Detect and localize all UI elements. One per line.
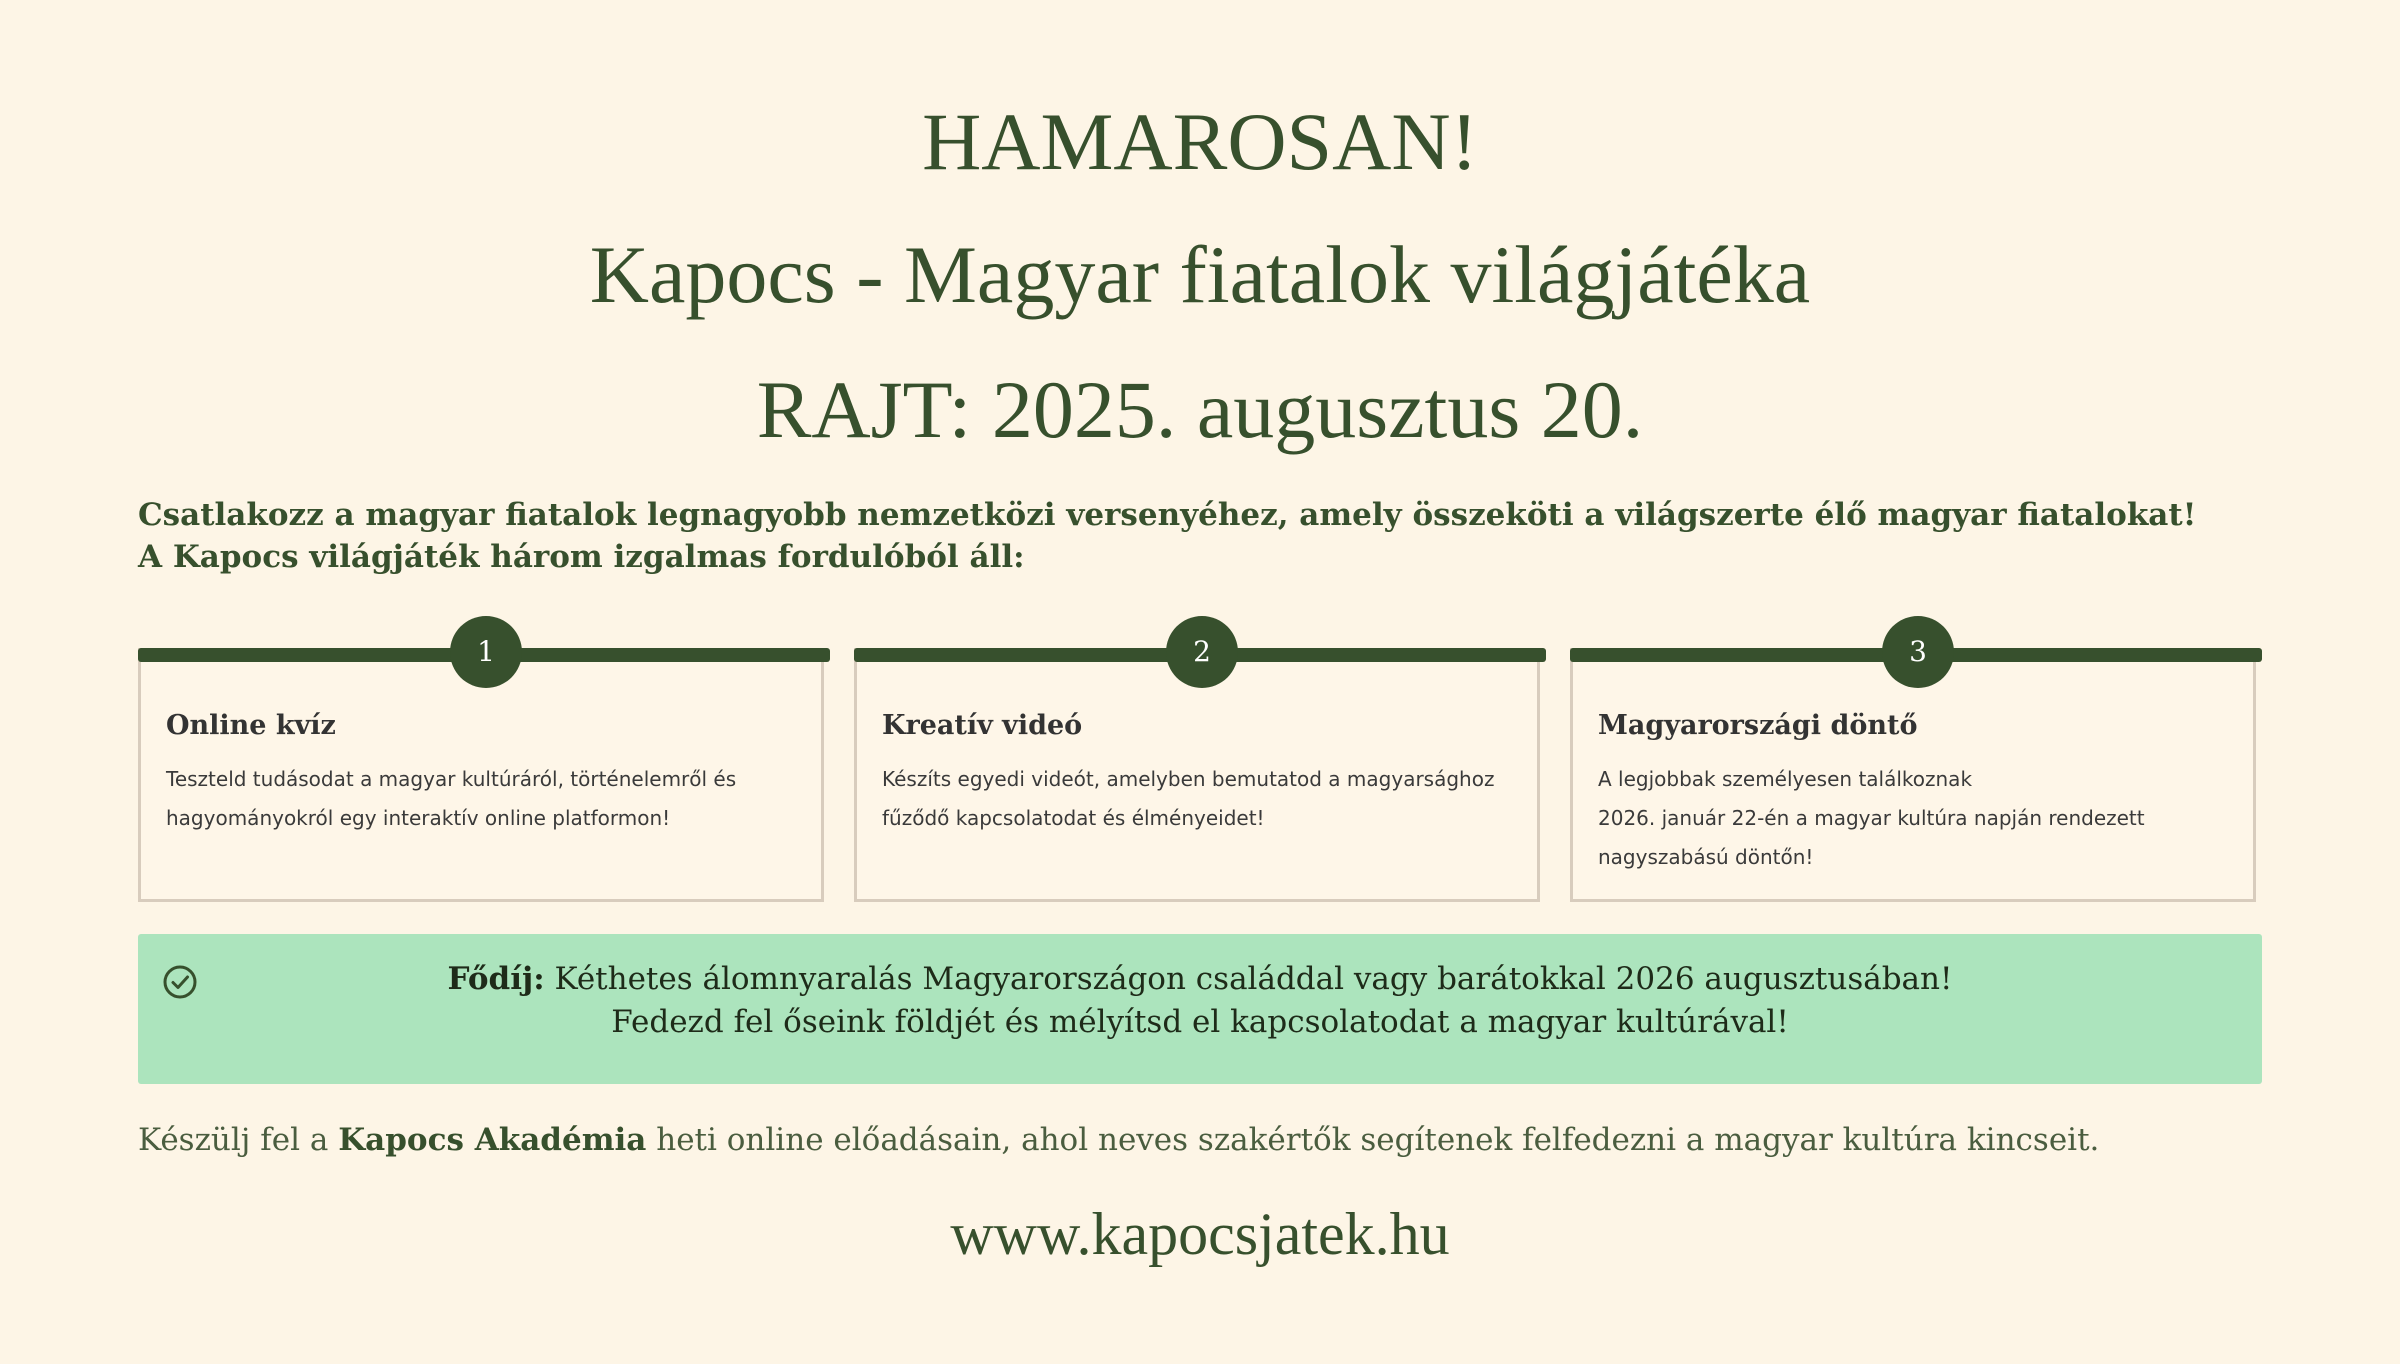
prize-text [218, 958, 2182, 1044]
round-number-badge: 3 [1882, 616, 1954, 688]
academy-text-after: heti online előadásain, ahol neves szakértők segítenek felfedezni a magyar kultúra kincseit. [646, 1122, 2100, 1158]
round-number-badge: 2 [1166, 616, 1238, 688]
intro-line-1: Csatlakozz a magyar fiatalok legnagyobb nemzetközi versenyéhez, amely összeköti a világszerte élő magyar fiatalokat! [138, 497, 2197, 533]
announcement-page [138, 0, 2262, 1364]
round-card-1 [138, 635, 824, 902]
intro-text [138, 494, 2262, 578]
round-description-line: 2026. január 22-én a magyar kultúra napján rendezett [1598, 806, 2145, 830]
round-description [1598, 760, 2238, 877]
round-card-3 [1570, 635, 2256, 902]
round-description-line: Teszteld tudásodat a magyar kultúráról, történelemről és [166, 767, 737, 791]
prize-line-2: Fedezd fel őseink földjét és mélyítsd el kapcsolatodat a magyar kultúrával! [611, 1004, 1789, 1040]
round-description-line: nagyszabású döntőn! [1598, 845, 1814, 869]
round-card-2 [854, 635, 1540, 902]
rounds-cards [138, 616, 2262, 906]
academy-text [138, 1118, 2262, 1162]
round-description [166, 760, 806, 838]
round-title: Online kvíz [166, 710, 336, 741]
game-title-heading: Kapocs - Magyar fiatalok világjátéka [589, 229, 1811, 320]
start-date-heading: RAJT: 2025. augusztus 20. [756, 364, 1644, 455]
round-description [882, 760, 1522, 838]
website-link[interactable]: www.kapocsjatek.hu [950, 1201, 1450, 1267]
academy-text-before: Készülj fel a [138, 1122, 339, 1158]
round-description-line: A legjobbak személyesen találkoznak [1598, 767, 1973, 791]
prize-line-1 [218, 958, 2182, 1001]
academy-name: Kapocs Akadémia [338, 1122, 647, 1158]
round-number-badge: 1 [450, 616, 522, 688]
coming-soon-heading: HAMAROSAN! [922, 96, 1478, 187]
round-title: Kreatív videó [882, 710, 1083, 741]
prize-description: Kéthetes álomnyaralás Magyarországon családdal vagy barátokkal 2026 augusztusában! [544, 961, 1953, 997]
round-description-line: Készíts egyedi videót, amelyben bemutatod a magyarsághoz [882, 767, 1495, 791]
round-description-line: fűződő kapcsolatodat és élményeidet! [882, 806, 1265, 830]
intro-line-2: A Kapocs világjáték három izgalmas fordulóból áll: [138, 539, 1025, 575]
main-prize-alert [138, 934, 2262, 1084]
check-circle-icon [162, 964, 198, 1000]
prize-label: Fődíj: [447, 961, 545, 997]
round-description-line: hagyományokról egy interaktív online platformon! [166, 806, 671, 830]
round-title: Magyarországi döntő [1598, 710, 1918, 741]
